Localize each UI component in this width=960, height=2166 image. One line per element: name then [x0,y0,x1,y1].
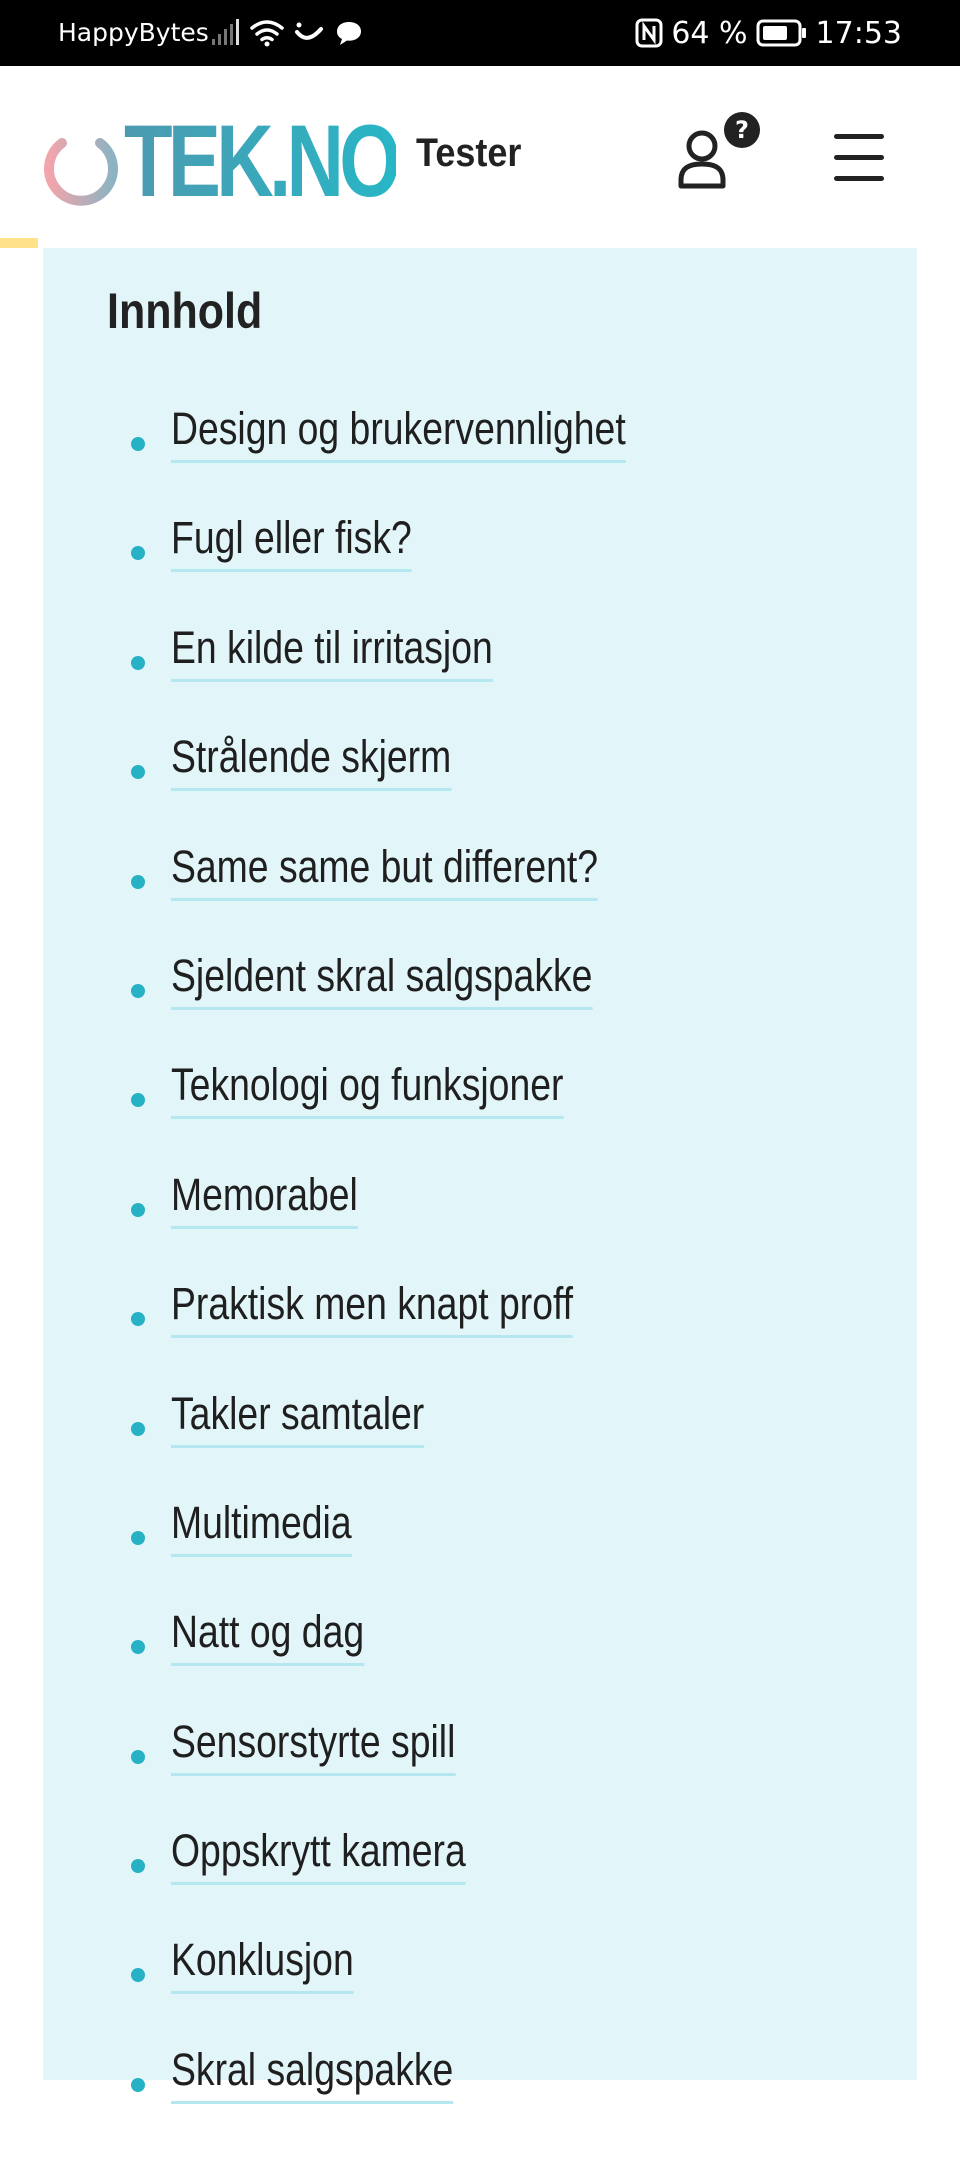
power-icon [40,113,122,209]
toc-item [43,840,917,963]
toc-item [43,1168,917,1291]
site-header [0,66,960,248]
table-of-contents [43,248,917,2095]
bullet-icon [131,1422,145,1436]
bullet-icon [131,1312,145,1326]
toc-link[interactable]: En kilde til irritasjon [171,621,493,682]
toc-link[interactable]: Teknologi og funksjoner [171,1058,563,1119]
bullet-icon [131,437,145,451]
wifi-icon [250,19,284,47]
bullet-icon [131,1750,145,1764]
status-bar [0,0,960,66]
bullet-icon [131,1093,145,1107]
bullet-icon [131,1640,145,1654]
nfc-icon [635,18,663,48]
user-help-icon [672,110,768,206]
toc-item [43,1496,917,1619]
toc-item [43,731,917,853]
battery-icon [756,18,808,48]
toc-link[interactable]: Skral salgspakke [171,2043,453,2104]
section-label[interactable]: Tester [416,131,522,175]
toc-link[interactable]: Design og brukervennlighet [171,402,626,463]
battery-percent: 64 % [671,15,748,51]
toc-list [43,403,917,2166]
bullet-icon [131,1968,145,1982]
bullet-icon [131,765,145,779]
carrier-name: HappyBytes [58,18,209,47]
toc-link[interactable]: Takler samtaler [171,1387,424,1448]
bullet-icon [131,656,145,670]
clock: 17:53 [815,15,902,51]
toc-link[interactable]: Strålende skjerm [171,730,451,791]
bullet-icon [131,546,145,560]
toc-item [43,1715,917,1838]
toc-link[interactable]: Fugl eller fisk? [171,511,412,572]
toc-link[interactable]: Konklusjon [171,1933,354,1994]
signal-icon [210,19,240,47]
toc-item [43,1934,917,2056]
bullet-icon [131,1203,145,1217]
toc-item [43,403,917,525]
toc-item [43,949,917,1072]
logo-text: TEK.NO [124,104,397,218]
toc-link[interactable]: Oppskrytt kamera [171,1824,466,1885]
toc-item [43,1606,917,1728]
toc-item [43,512,917,634]
toc-item [43,2043,917,2166]
toc-item [43,1825,917,1947]
bullet-icon [131,1531,145,1545]
user-account-button[interactable] [672,110,768,206]
toc-link[interactable]: Same same but different? [171,840,598,901]
status-right [635,0,902,66]
toc-item [43,1059,917,1181]
toc-link[interactable]: Memorabel [171,1168,358,1229]
bullet-icon [131,875,145,889]
toc-link[interactable]: Praktisk men knapt proff [171,1277,573,1338]
menu-button[interactable] [824,122,894,192]
toc-item [43,1278,917,1400]
site-logo[interactable] [40,106,473,216]
bullet-icon [131,984,145,998]
toc-title: Innhold [107,283,263,339]
hamburger-menu-icon [824,122,894,192]
toc-item [43,621,917,744]
smile-icon [294,19,324,47]
toc-link[interactable]: Multimedia [171,1496,352,1557]
toc-link[interactable]: Natt og dag [171,1605,364,1666]
progress-indicator [0,238,38,248]
svg-text:?: ? [735,116,749,144]
bullet-icon [131,1859,145,1873]
chat-bubble-icon [334,19,364,47]
toc-item [43,1387,917,1510]
status-icons-left [210,14,364,52]
toc-link[interactable]: Sensorstyrte spill [171,1715,455,1776]
toc-link[interactable]: Sjeldent skral salgspakke [171,949,592,1010]
